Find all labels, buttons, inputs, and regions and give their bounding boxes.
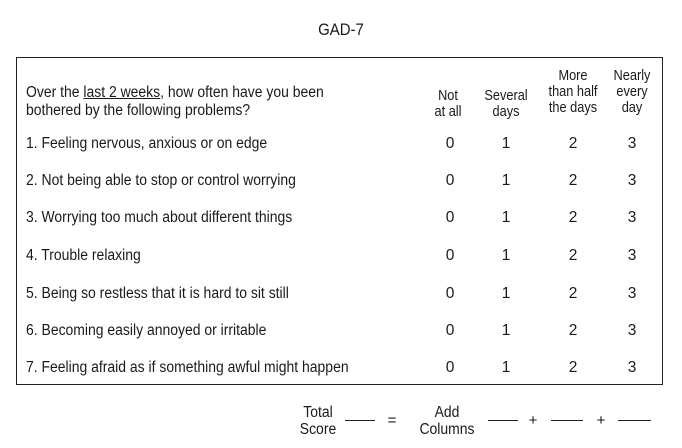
score-not-at-all: 0 [445, 172, 455, 189]
item-text: 2. Not being able to stop or control worrying [26, 172, 296, 189]
total-score-blank [345, 420, 375, 421]
item-text: 7. Feeling afraid as if something awful might happen [26, 359, 349, 376]
score-more-than-half: 2 [568, 247, 578, 264]
item-text: 4. Trouble relaxing [26, 247, 141, 264]
score-several-days: 1 [501, 135, 511, 152]
score-several-days: 1 [501, 322, 511, 339]
score-nearly-every-day: 3 [627, 359, 637, 376]
score-nearly-every-day: 3 [627, 322, 637, 339]
score-nearly-every-day: 3 [627, 285, 637, 302]
column-sum-blank [618, 420, 651, 421]
column-sum-blank [488, 420, 518, 421]
score-not-at-all: 0 [445, 359, 455, 376]
score-several-days: 1 [501, 209, 511, 226]
plus-sign: + [596, 412, 606, 429]
score-more-than-half: 2 [568, 359, 578, 376]
column-header-not-at-all: Not at all [434, 88, 462, 120]
score-more-than-half: 2 [568, 322, 578, 339]
score-not-at-all: 0 [445, 322, 455, 339]
score-several-days: 1 [501, 172, 511, 189]
score-several-days: 1 [501, 359, 511, 376]
item-text: 6. Becoming easily annoyed or irritable [26, 322, 267, 339]
item-text: 1. Feeling nervous, anxious or on edge [26, 135, 268, 152]
score-more-than-half: 2 [568, 135, 578, 152]
time-period: last 2 weeks [83, 84, 161, 101]
item-text: 3. Worrying too much about different things [26, 209, 293, 226]
score-more-than-half: 2 [568, 209, 578, 226]
equals-sign: = [387, 412, 397, 429]
plus-sign: + [528, 412, 538, 429]
instructions: Over the last 2 weeks, how often have you been bothered by the following problems? [26, 84, 324, 119]
score-not-at-all: 0 [445, 247, 455, 264]
column-header-more-than-half: More than half the days [548, 68, 598, 116]
total-score-label: Total Score [299, 404, 337, 438]
form-title: GAD-7 [318, 20, 364, 39]
column-header-several-days: Several days [484, 88, 528, 120]
score-several-days: 1 [501, 247, 511, 264]
score-not-at-all: 0 [445, 285, 455, 302]
column-sum-blank [551, 420, 583, 421]
column-header-nearly-every-day: Nearly every day [613, 68, 651, 116]
score-more-than-half: 2 [568, 172, 578, 189]
score-not-at-all: 0 [445, 135, 455, 152]
score-not-at-all: 0 [445, 209, 455, 226]
score-more-than-half: 2 [568, 285, 578, 302]
score-nearly-every-day: 3 [627, 209, 637, 226]
add-columns-label: Add Columns [419, 404, 475, 438]
score-several-days: 1 [501, 285, 511, 302]
score-nearly-every-day: 3 [627, 135, 637, 152]
questionnaire-table [16, 57, 663, 385]
score-nearly-every-day: 3 [627, 247, 637, 264]
score-nearly-every-day: 3 [627, 172, 637, 189]
item-text: 5. Being so restless that it is hard to sit still [26, 285, 289, 302]
